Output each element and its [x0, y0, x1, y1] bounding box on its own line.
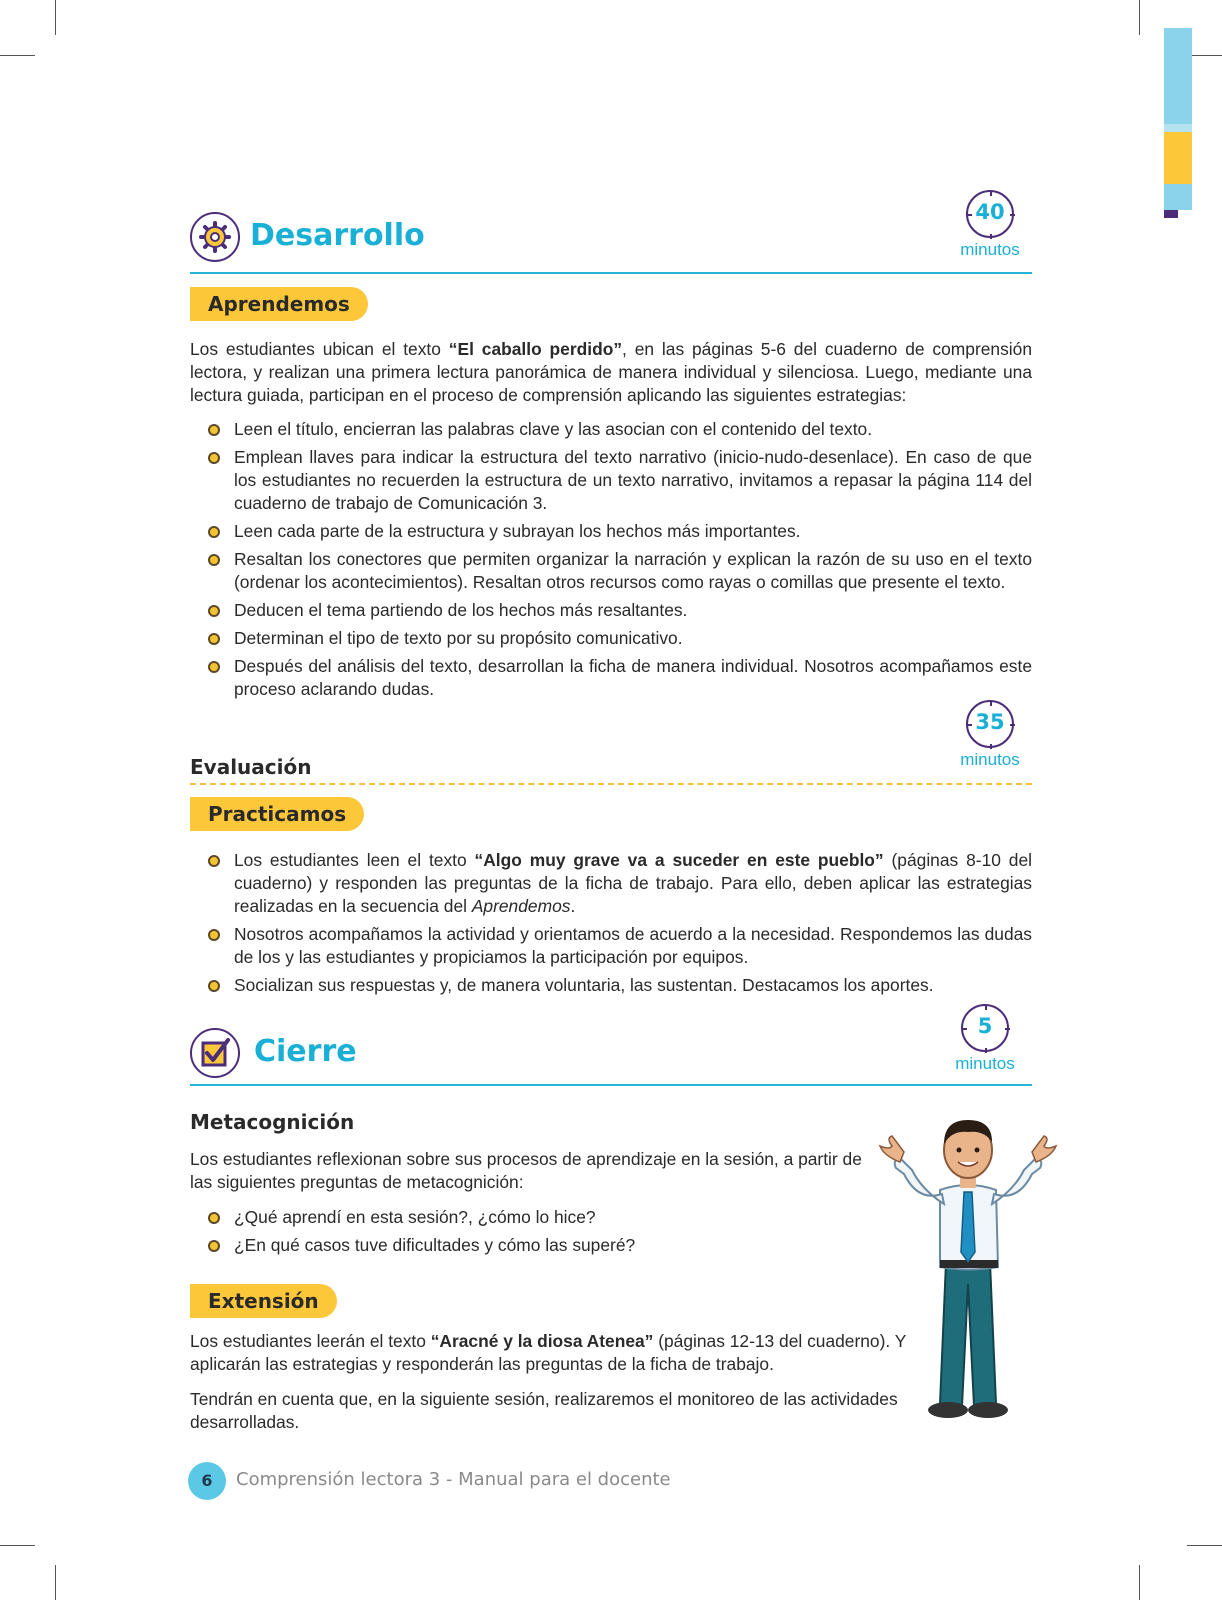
- edge-tab-yellow: [1164, 132, 1192, 184]
- section-title-metacognicion: Metacognición: [190, 1110, 355, 1134]
- extension-paragraph-2: Tendrán en cuenta que, en la siguiente sesión, realizaremos el monitoreo de las actividades desarrolladas.: [190, 1389, 898, 1432]
- timer-unit: minutos: [960, 750, 1020, 769]
- timer-icon: [961, 1004, 1009, 1052]
- bullet-icon: [208, 452, 220, 464]
- bullet-icon: [208, 1212, 220, 1224]
- timer-icon: [966, 190, 1014, 238]
- timer-unit: minutos: [955, 1054, 1015, 1073]
- crop-mark: [1187, 55, 1222, 56]
- crop-mark: [55, 0, 56, 35]
- crop-mark: [55, 1565, 56, 1600]
- teacher-illustration: [878, 1112, 1058, 1424]
- edge-tab-purple: [1164, 210, 1178, 218]
- timer-unit: minutos: [960, 240, 1020, 259]
- bullet-icon: [208, 980, 220, 992]
- timer-value: 5: [977, 1014, 993, 1038]
- list-item: Después del análisis del texto, desarrollan la ficha de manera individual. Nosotros acompañamos este proceso aclarando dudas.: [190, 655, 1032, 701]
- list-item: Los estudiantes leen el texto “Algo muy grave va a suceder en este pueblo” (páginas 8-10 del cuaderno) y responden las preguntas de la ficha de trabajo. Para ello, deben aplicar las estrategias realizadas en la secuencia del Aprendemos.: [190, 849, 1032, 918]
- crop-mark: [1139, 1565, 1140, 1600]
- bullet-icon: [208, 633, 220, 645]
- list-item: ¿En qué casos tuve dificultades y cómo las superé?: [190, 1234, 870, 1257]
- pill-practicamos: Practicamos: [190, 797, 364, 831]
- bullet-icon: [208, 661, 220, 673]
- practicamos-list: [190, 849, 1032, 1002]
- list-item: Deducen el tema partiendo de los hechos más resaltantes.: [190, 599, 1032, 622]
- pill-extension: Extensión: [190, 1284, 337, 1318]
- bullet-icon: [208, 1240, 220, 1252]
- section-divider: [190, 1084, 1032, 1086]
- list-item: Resaltan los conectores que permiten organizar la narración y explican la razón de su uso en el texto (ordenar los acontecimientos). Resaltan otros recursos como rayas o comillas que presente el texto.: [190, 548, 1032, 594]
- list-item: Socializan sus respuestas y, de manera voluntaria, las sustentan. Destacamos los aportes.: [190, 974, 1032, 997]
- aprendemos-list: [190, 418, 1032, 706]
- section-title-desarrollo: Desarrollo: [250, 218, 425, 253]
- list-item: ¿Qué aprendí en esta sesión?, ¿cómo lo hice?: [190, 1206, 870, 1229]
- edge-tab-blue-light: [1164, 124, 1192, 132]
- section-title-evaluacion: Evaluación: [190, 755, 312, 779]
- list-item: Nosotros acompañamos la actividad y orientamos de acuerdo a la necesidad. Respondemos las dudas de los y las estudiantes y propiciamos la participación por equipos.: [190, 923, 1032, 969]
- timer-desarrollo: [955, 190, 1025, 260]
- section-title-cierre: Cierre: [254, 1034, 357, 1069]
- crop-mark: [0, 1545, 35, 1546]
- list-item: Emplean llaves para indicar la estructura del texto narrativo (inicio-nudo-desenlace). En caso de que los estudiantes no recuerden la estructura de un texto narrativo, invitamos a repasar la página 114 del cuaderno de trabajo de Comunicación 3.: [190, 446, 1032, 515]
- bullet-icon: [208, 855, 220, 867]
- section-divider: [190, 272, 1032, 274]
- pill-aprendemos: Aprendemos: [190, 287, 368, 321]
- crop-mark: [1187, 1545, 1222, 1546]
- dashed-divider: [190, 783, 1032, 785]
- timer-cierre: [950, 1004, 1020, 1074]
- bullet-icon: [208, 526, 220, 538]
- metacognicion-intro: Los estudiantes reflexionan sobre sus procesos de aprendizaje en la sesión, a partir de las siguientes preguntas de metacognición:: [190, 1149, 862, 1192]
- aprendemos-intro: Los estudiantes ubican el texto “El caballo perdido”, en las páginas 5-6 del cuaderno de comprensión lectora, y realizan una primera lectura panorámica de manera individual y silenciosa. Luego, mediante una lectura guiada, participan en el proceso de comprensión aplicando las siguientes estrategias:: [190, 339, 1032, 405]
- bullet-icon: [208, 605, 220, 617]
- bullet-icon: [208, 929, 220, 941]
- crop-mark: [0, 55, 35, 56]
- footer-title: Comprensión lectora 3 - Manual para el docente: [236, 1469, 671, 1490]
- checkbox-icon: [190, 1028, 240, 1078]
- list-item: Leen cada parte de la estructura y subrayan los hechos más importantes.: [190, 520, 1032, 543]
- bullet-icon: [208, 424, 220, 436]
- extension-paragraph-1: Los estudiantes leerán el texto “Aracné y la diosa Atenea” (páginas 12-13 del cuaderno). Y aplicarán las estrategias y responderán las preguntas de la ficha de trabajo.: [190, 1331, 907, 1374]
- edge-tab-blue: [1164, 28, 1192, 124]
- timer-value: 35: [975, 710, 1005, 734]
- page-number: 6: [188, 1462, 226, 1500]
- timer-value: 40: [975, 200, 1005, 224]
- bullet-icon: [208, 554, 220, 566]
- crop-mark: [1139, 0, 1140, 35]
- list-item: Determinan el tipo de texto por su propósito comunicativo.: [190, 627, 1032, 650]
- timer-evaluacion: [955, 700, 1025, 770]
- list-item: Leen el título, encierran las palabras clave y las asocian con el contenido del texto.: [190, 418, 1032, 441]
- metacognicion-list: [190, 1206, 870, 1262]
- edge-tab-blue-lower: [1164, 184, 1192, 210]
- timer-icon: [966, 700, 1014, 748]
- gear-icon: [190, 212, 240, 262]
